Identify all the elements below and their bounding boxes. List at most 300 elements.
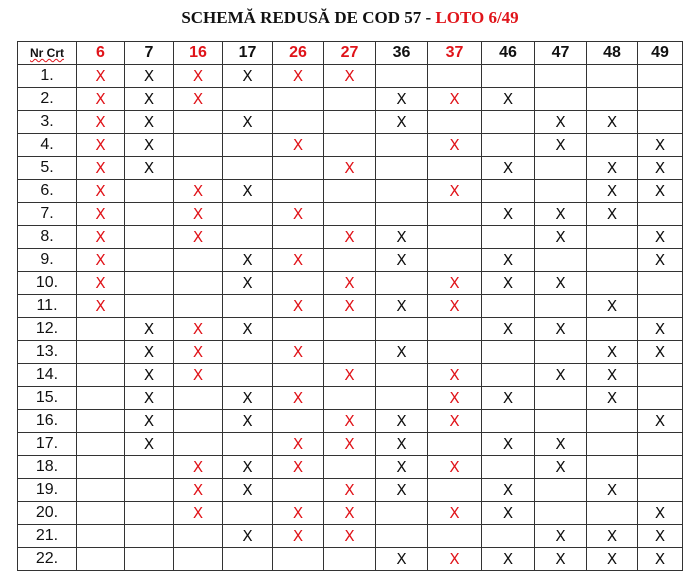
column-header-7: 7 bbox=[125, 42, 174, 65]
empty-cell-36 bbox=[376, 387, 428, 410]
mark-cell-47: X bbox=[535, 134, 587, 157]
row-index: 9. bbox=[18, 249, 77, 272]
empty-cell-17 bbox=[223, 157, 273, 180]
mark-cell-49: X bbox=[638, 525, 683, 548]
mark-cell-27: X bbox=[324, 295, 376, 318]
mark-cell-36: X bbox=[376, 295, 428, 318]
mark-cell-7: X bbox=[125, 410, 174, 433]
table-row bbox=[18, 65, 683, 88]
empty-cell-7 bbox=[125, 226, 174, 249]
mark-cell-16: X bbox=[174, 180, 223, 203]
empty-cell-17 bbox=[223, 502, 273, 525]
column-header-47: 47 bbox=[535, 42, 587, 65]
empty-cell-7 bbox=[125, 456, 174, 479]
empty-cell-46 bbox=[482, 456, 535, 479]
row-index: 19. bbox=[18, 479, 77, 502]
empty-cell-37 bbox=[428, 226, 482, 249]
row-index: 1. bbox=[18, 65, 77, 88]
mark-cell-17: X bbox=[223, 387, 273, 410]
empty-cell-49 bbox=[638, 479, 683, 502]
empty-cell-16 bbox=[174, 157, 223, 180]
empty-cell-36 bbox=[376, 203, 428, 226]
mark-cell-37: X bbox=[428, 387, 482, 410]
mark-cell-46: X bbox=[482, 318, 535, 341]
mark-cell-16: X bbox=[174, 318, 223, 341]
mark-cell-16: X bbox=[174, 479, 223, 502]
empty-cell-37 bbox=[428, 203, 482, 226]
empty-cell-27 bbox=[324, 341, 376, 364]
mark-cell-37: X bbox=[428, 548, 482, 571]
empty-cell-36 bbox=[376, 134, 428, 157]
empty-cell-6 bbox=[77, 502, 125, 525]
empty-cell-6 bbox=[77, 410, 125, 433]
row-index: 20. bbox=[18, 502, 77, 525]
mark-cell-6: X bbox=[77, 180, 125, 203]
empty-cell-17 bbox=[223, 88, 273, 111]
mark-cell-17: X bbox=[223, 479, 273, 502]
empty-cell-49 bbox=[638, 387, 683, 410]
empty-cell-37 bbox=[428, 111, 482, 134]
empty-cell-36 bbox=[376, 318, 428, 341]
mark-cell-36: X bbox=[376, 433, 428, 456]
empty-cell-26 bbox=[273, 548, 324, 571]
empty-cell-27 bbox=[324, 111, 376, 134]
empty-cell-7 bbox=[125, 203, 174, 226]
row-index: 18. bbox=[18, 456, 77, 479]
table-row bbox=[18, 88, 683, 111]
mark-cell-46: X bbox=[482, 433, 535, 456]
mark-cell-26: X bbox=[273, 433, 324, 456]
mark-cell-36: X bbox=[376, 111, 428, 134]
empty-cell-49 bbox=[638, 456, 683, 479]
row-index: 5. bbox=[18, 157, 77, 180]
empty-cell-46 bbox=[482, 134, 535, 157]
mark-cell-17: X bbox=[223, 318, 273, 341]
empty-cell-17 bbox=[223, 203, 273, 226]
mark-cell-7: X bbox=[125, 111, 174, 134]
empty-cell-6 bbox=[77, 387, 125, 410]
mark-cell-7: X bbox=[125, 65, 174, 88]
empty-cell-26 bbox=[273, 88, 324, 111]
mark-cell-27: X bbox=[324, 157, 376, 180]
mark-cell-16: X bbox=[174, 203, 223, 226]
mark-cell-37: X bbox=[428, 295, 482, 318]
empty-cell-16 bbox=[174, 134, 223, 157]
mark-cell-7: X bbox=[125, 318, 174, 341]
empty-cell-49 bbox=[638, 65, 683, 88]
table-row bbox=[18, 525, 683, 548]
mark-cell-6: X bbox=[77, 249, 125, 272]
mark-cell-17: X bbox=[223, 65, 273, 88]
empty-cell-26 bbox=[273, 364, 324, 387]
mark-cell-48: X bbox=[587, 525, 638, 548]
mark-cell-48: X bbox=[587, 203, 638, 226]
empty-cell-17 bbox=[223, 433, 273, 456]
empty-cell-47 bbox=[535, 180, 587, 203]
empty-cell-37 bbox=[428, 341, 482, 364]
empty-cell-36 bbox=[376, 272, 428, 295]
row-index: 3. bbox=[18, 111, 77, 134]
table-row bbox=[18, 134, 683, 157]
mark-cell-16: X bbox=[174, 364, 223, 387]
empty-cell-46 bbox=[482, 111, 535, 134]
table-row bbox=[18, 341, 683, 364]
row-index: 8. bbox=[18, 226, 77, 249]
mark-cell-37: X bbox=[428, 364, 482, 387]
empty-cell-16 bbox=[174, 111, 223, 134]
empty-cell-47 bbox=[535, 249, 587, 272]
mark-cell-36: X bbox=[376, 456, 428, 479]
mark-cell-47: X bbox=[535, 203, 587, 226]
empty-cell-27 bbox=[324, 249, 376, 272]
row-index: 4. bbox=[18, 134, 77, 157]
column-header-17: 17 bbox=[223, 42, 273, 65]
empty-cell-16 bbox=[174, 433, 223, 456]
empty-cell-7 bbox=[125, 249, 174, 272]
mark-cell-48: X bbox=[587, 295, 638, 318]
mark-cell-36: X bbox=[376, 226, 428, 249]
empty-cell-16 bbox=[174, 295, 223, 318]
table-row bbox=[18, 410, 683, 433]
mark-cell-26: X bbox=[273, 249, 324, 272]
mark-cell-46: X bbox=[482, 272, 535, 295]
empty-cell-47 bbox=[535, 387, 587, 410]
empty-cell-47 bbox=[535, 502, 587, 525]
mark-cell-17: X bbox=[223, 272, 273, 295]
mark-cell-27: X bbox=[324, 502, 376, 525]
row-index: 12. bbox=[18, 318, 77, 341]
empty-cell-36 bbox=[376, 65, 428, 88]
row-index: 2. bbox=[18, 88, 77, 111]
row-index: 17. bbox=[18, 433, 77, 456]
empty-cell-47 bbox=[535, 479, 587, 502]
table-row bbox=[18, 318, 683, 341]
mark-cell-48: X bbox=[587, 479, 638, 502]
empty-cell-47 bbox=[535, 157, 587, 180]
mark-cell-7: X bbox=[125, 387, 174, 410]
table-row bbox=[18, 180, 683, 203]
empty-cell-17 bbox=[223, 295, 273, 318]
empty-cell-46 bbox=[482, 364, 535, 387]
mark-cell-16: X bbox=[174, 65, 223, 88]
empty-cell-36 bbox=[376, 502, 428, 525]
empty-cell-26 bbox=[273, 410, 324, 433]
mark-cell-48: X bbox=[587, 180, 638, 203]
column-header-27: 27 bbox=[324, 42, 376, 65]
empty-cell-48 bbox=[587, 502, 638, 525]
mark-cell-6: X bbox=[77, 226, 125, 249]
table-row bbox=[18, 226, 683, 249]
mark-cell-7: X bbox=[125, 364, 174, 387]
mark-cell-6: X bbox=[77, 88, 125, 111]
mark-cell-17: X bbox=[223, 111, 273, 134]
empty-cell-47 bbox=[535, 410, 587, 433]
mark-cell-37: X bbox=[428, 134, 482, 157]
empty-cell-16 bbox=[174, 548, 223, 571]
empty-cell-7 bbox=[125, 272, 174, 295]
table-body bbox=[18, 65, 683, 571]
empty-cell-27 bbox=[324, 180, 376, 203]
empty-cell-48 bbox=[587, 65, 638, 88]
empty-cell-7 bbox=[125, 548, 174, 571]
empty-cell-48 bbox=[587, 456, 638, 479]
row-index: 10. bbox=[18, 272, 77, 295]
row-index: 16. bbox=[18, 410, 77, 433]
column-header-36: 36 bbox=[376, 42, 428, 65]
mark-cell-27: X bbox=[324, 272, 376, 295]
mark-cell-49: X bbox=[638, 341, 683, 364]
table-row bbox=[18, 203, 683, 226]
empty-cell-49 bbox=[638, 88, 683, 111]
title-game: LOTO 6/49 bbox=[435, 8, 519, 27]
table-row bbox=[18, 272, 683, 295]
mark-cell-48: X bbox=[587, 364, 638, 387]
empty-cell-47 bbox=[535, 295, 587, 318]
mark-cell-17: X bbox=[223, 456, 273, 479]
empty-cell-37 bbox=[428, 433, 482, 456]
empty-cell-27 bbox=[324, 203, 376, 226]
empty-cell-46 bbox=[482, 65, 535, 88]
mark-cell-6: X bbox=[77, 272, 125, 295]
empty-cell-46 bbox=[482, 226, 535, 249]
empty-cell-48 bbox=[587, 88, 638, 111]
empty-cell-27 bbox=[324, 456, 376, 479]
mark-cell-37: X bbox=[428, 180, 482, 203]
mark-cell-26: X bbox=[273, 295, 324, 318]
row-index: 21. bbox=[18, 525, 77, 548]
mark-cell-49: X bbox=[638, 410, 683, 433]
empty-cell-48 bbox=[587, 433, 638, 456]
empty-cell-49 bbox=[638, 364, 683, 387]
title-main: SCHEMĂ REDUSĂ DE COD 57 - bbox=[181, 8, 436, 27]
mark-cell-26: X bbox=[273, 134, 324, 157]
empty-cell-36 bbox=[376, 364, 428, 387]
empty-cell-26 bbox=[273, 318, 324, 341]
column-header-26: 26 bbox=[273, 42, 324, 65]
mark-cell-37: X bbox=[428, 502, 482, 525]
mark-cell-36: X bbox=[376, 548, 428, 571]
empty-cell-48 bbox=[587, 134, 638, 157]
row-index: 7. bbox=[18, 203, 77, 226]
mark-cell-7: X bbox=[125, 433, 174, 456]
mark-cell-48: X bbox=[587, 157, 638, 180]
mark-cell-47: X bbox=[535, 364, 587, 387]
mark-cell-48: X bbox=[587, 111, 638, 134]
empty-cell-36 bbox=[376, 157, 428, 180]
empty-cell-16 bbox=[174, 387, 223, 410]
empty-cell-48 bbox=[587, 272, 638, 295]
mark-cell-26: X bbox=[273, 502, 324, 525]
empty-cell-48 bbox=[587, 249, 638, 272]
empty-cell-17 bbox=[223, 341, 273, 364]
mark-cell-37: X bbox=[428, 272, 482, 295]
mark-cell-47: X bbox=[535, 318, 587, 341]
empty-cell-16 bbox=[174, 249, 223, 272]
mark-cell-27: X bbox=[324, 226, 376, 249]
mark-cell-47: X bbox=[535, 111, 587, 134]
mark-cell-16: X bbox=[174, 226, 223, 249]
table-row bbox=[18, 295, 683, 318]
mark-cell-47: X bbox=[535, 456, 587, 479]
table-row bbox=[18, 456, 683, 479]
empty-cell-26 bbox=[273, 479, 324, 502]
empty-cell-49 bbox=[638, 203, 683, 226]
table-row bbox=[18, 548, 683, 571]
empty-cell-26 bbox=[273, 272, 324, 295]
empty-cell-49 bbox=[638, 433, 683, 456]
mark-cell-27: X bbox=[324, 65, 376, 88]
mark-cell-36: X bbox=[376, 88, 428, 111]
mark-cell-49: X bbox=[638, 502, 683, 525]
mark-cell-48: X bbox=[587, 387, 638, 410]
reduced-scheme-table bbox=[17, 41, 683, 571]
empty-cell-48 bbox=[587, 226, 638, 249]
mark-cell-36: X bbox=[376, 479, 428, 502]
empty-cell-6 bbox=[77, 456, 125, 479]
mark-cell-26: X bbox=[273, 341, 324, 364]
column-header-48: 48 bbox=[587, 42, 638, 65]
mark-cell-48: X bbox=[587, 341, 638, 364]
mark-cell-26: X bbox=[273, 456, 324, 479]
mark-cell-17: X bbox=[223, 249, 273, 272]
empty-cell-27 bbox=[324, 318, 376, 341]
mark-cell-16: X bbox=[174, 502, 223, 525]
mark-cell-6: X bbox=[77, 134, 125, 157]
empty-cell-46 bbox=[482, 295, 535, 318]
empty-cell-37 bbox=[428, 157, 482, 180]
empty-cell-7 bbox=[125, 479, 174, 502]
mark-cell-49: X bbox=[638, 226, 683, 249]
row-index: 14. bbox=[18, 364, 77, 387]
mark-cell-46: X bbox=[482, 88, 535, 111]
table-row bbox=[18, 433, 683, 456]
empty-cell-47 bbox=[535, 341, 587, 364]
table-row bbox=[18, 157, 683, 180]
empty-cell-17 bbox=[223, 226, 273, 249]
mark-cell-36: X bbox=[376, 410, 428, 433]
empty-cell-37 bbox=[428, 479, 482, 502]
mark-cell-7: X bbox=[125, 341, 174, 364]
empty-cell-6 bbox=[77, 364, 125, 387]
mark-cell-6: X bbox=[77, 157, 125, 180]
empty-cell-26 bbox=[273, 180, 324, 203]
empty-cell-37 bbox=[428, 525, 482, 548]
mark-cell-26: X bbox=[273, 387, 324, 410]
mark-cell-26: X bbox=[273, 525, 324, 548]
mark-cell-27: X bbox=[324, 479, 376, 502]
header-row bbox=[18, 42, 683, 65]
empty-cell-6 bbox=[77, 433, 125, 456]
mark-cell-6: X bbox=[77, 203, 125, 226]
empty-cell-7 bbox=[125, 525, 174, 548]
empty-cell-16 bbox=[174, 272, 223, 295]
mark-cell-36: X bbox=[376, 249, 428, 272]
mark-cell-6: X bbox=[77, 111, 125, 134]
mark-cell-47: X bbox=[535, 525, 587, 548]
empty-cell-27 bbox=[324, 387, 376, 410]
empty-cell-49 bbox=[638, 111, 683, 134]
row-index: 22. bbox=[18, 548, 77, 571]
mark-cell-26: X bbox=[273, 203, 324, 226]
page-title bbox=[0, 8, 700, 28]
mark-cell-49: X bbox=[638, 249, 683, 272]
empty-cell-37 bbox=[428, 65, 482, 88]
column-header-46: 46 bbox=[482, 42, 535, 65]
mark-cell-27: X bbox=[324, 525, 376, 548]
empty-cell-27 bbox=[324, 134, 376, 157]
mark-cell-36: X bbox=[376, 341, 428, 364]
empty-cell-46 bbox=[482, 410, 535, 433]
mark-cell-46: X bbox=[482, 203, 535, 226]
mark-cell-47: X bbox=[535, 548, 587, 571]
empty-cell-26 bbox=[273, 226, 324, 249]
mark-cell-16: X bbox=[174, 88, 223, 111]
mark-cell-47: X bbox=[535, 272, 587, 295]
mark-cell-16: X bbox=[174, 456, 223, 479]
mark-cell-46: X bbox=[482, 548, 535, 571]
column-header-49: 49 bbox=[638, 42, 683, 65]
row-index: 6. bbox=[18, 180, 77, 203]
mark-cell-7: X bbox=[125, 88, 174, 111]
empty-cell-46 bbox=[482, 341, 535, 364]
column-header-16: 16 bbox=[174, 42, 223, 65]
empty-cell-48 bbox=[587, 410, 638, 433]
table-row bbox=[18, 502, 683, 525]
mark-cell-7: X bbox=[125, 157, 174, 180]
empty-cell-48 bbox=[587, 318, 638, 341]
mark-cell-7: X bbox=[125, 134, 174, 157]
empty-cell-47 bbox=[535, 88, 587, 111]
empty-cell-36 bbox=[376, 525, 428, 548]
mark-cell-37: X bbox=[428, 88, 482, 111]
empty-cell-7 bbox=[125, 180, 174, 203]
mark-cell-46: X bbox=[482, 387, 535, 410]
mark-cell-6: X bbox=[77, 65, 125, 88]
mark-cell-17: X bbox=[223, 525, 273, 548]
mark-cell-46: X bbox=[482, 479, 535, 502]
empty-cell-26 bbox=[273, 157, 324, 180]
table-row bbox=[18, 364, 683, 387]
mark-cell-49: X bbox=[638, 548, 683, 571]
empty-cell-6 bbox=[77, 525, 125, 548]
empty-cell-27 bbox=[324, 548, 376, 571]
empty-cell-36 bbox=[376, 180, 428, 203]
empty-cell-49 bbox=[638, 272, 683, 295]
mark-cell-27: X bbox=[324, 433, 376, 456]
table-row bbox=[18, 479, 683, 502]
column-header-6: 6 bbox=[77, 42, 125, 65]
nr-crt-label: Nr Crt bbox=[29, 46, 64, 60]
mark-cell-49: X bbox=[638, 134, 683, 157]
mark-cell-17: X bbox=[223, 410, 273, 433]
empty-cell-7 bbox=[125, 502, 174, 525]
mark-cell-37: X bbox=[428, 410, 482, 433]
mark-cell-49: X bbox=[638, 157, 683, 180]
empty-cell-47 bbox=[535, 65, 587, 88]
empty-cell-6 bbox=[77, 479, 125, 502]
row-index: 15. bbox=[18, 387, 77, 410]
empty-cell-6 bbox=[77, 341, 125, 364]
mark-cell-37: X bbox=[428, 456, 482, 479]
empty-cell-6 bbox=[77, 318, 125, 341]
empty-cell-17 bbox=[223, 134, 273, 157]
mark-cell-17: X bbox=[223, 180, 273, 203]
empty-cell-46 bbox=[482, 525, 535, 548]
row-index: 11. bbox=[18, 295, 77, 318]
mark-cell-47: X bbox=[535, 433, 587, 456]
mark-cell-46: X bbox=[482, 157, 535, 180]
empty-cell-17 bbox=[223, 548, 273, 571]
